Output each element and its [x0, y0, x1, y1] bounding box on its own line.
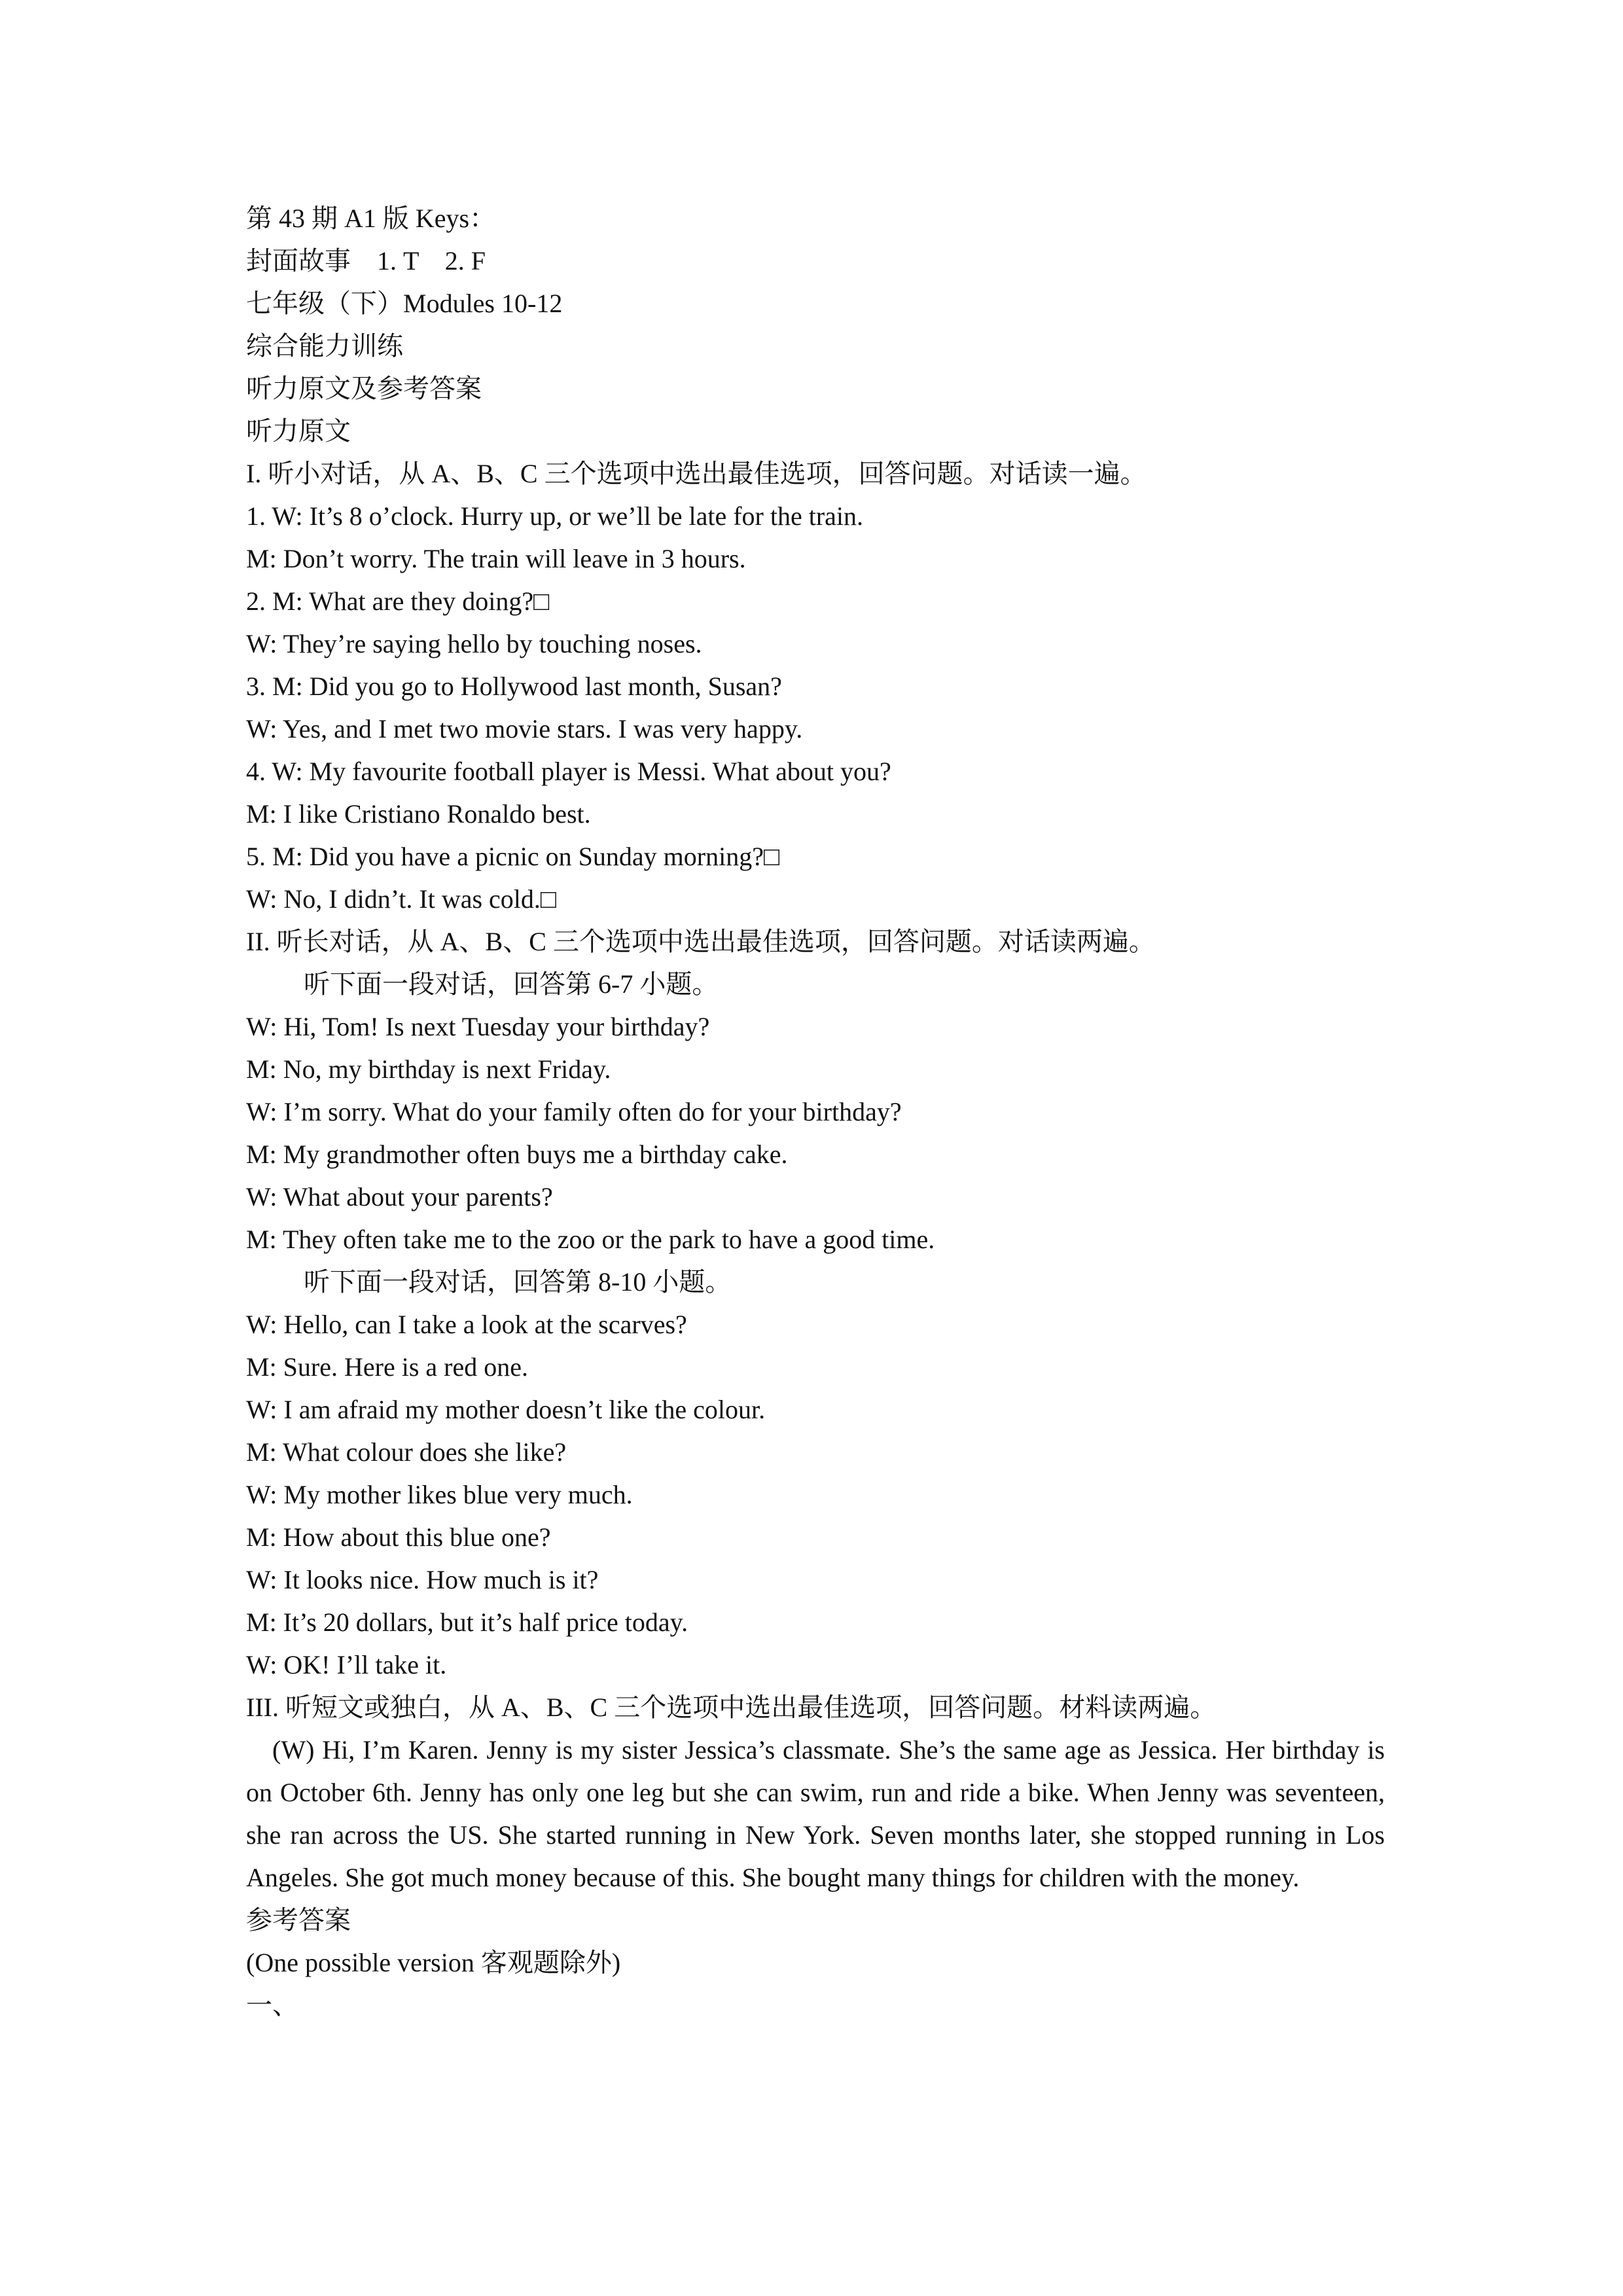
training-heading: 综合能力训练: [246, 331, 403, 361]
answers-part-one: 一、: [246, 1990, 298, 2020]
dialogue-line: W: I’m sorry. What do your family often do for your birthday?: [246, 1097, 902, 1126]
dialogue-line: W: It looks nice. How much is it?: [246, 1565, 599, 1594]
dialogue-line: M: My grandmother often buys me a birthday cake.: [246, 1139, 788, 1169]
section2-instruction: II. 听长对话，从 A、B、C 三个选项中选出最佳选项，回答问题。对话读两遍。: [246, 927, 1155, 956]
dialogue-line: 5. M: Did you have a picnic on Sunday morning?□: [246, 842, 780, 871]
section1-instruction: I. 听小对话，从 A、B、C 三个选项中选出最佳选项，回答问题。对话读一遍。: [246, 459, 1147, 488]
dialogue-line: W: Yes, and I met two movie stars. I was very happy.: [246, 714, 803, 744]
dialogue-line: W: OK! I’ll take it.: [246, 1650, 447, 1679]
dialogue-line: W: Hello, can I take a look at the scarves?: [246, 1310, 687, 1339]
dialogue-line: W: No, I didn’t. It was cold.□: [246, 884, 557, 914]
dialogue-line: W: They’re saying hello by touching noses.: [246, 629, 702, 658]
dialogue-line: M: Don’t worry. The train will leave in 3 hours.: [246, 544, 746, 573]
dialogue1-intro: 听下面一段对话，回答第 6-7 小题。: [304, 969, 719, 999]
dialogue-line: W: What about your parents?: [246, 1182, 553, 1211]
dialogue-line: 3. M: Did you go to Hollywood last month, Susan?: [246, 672, 782, 701]
answers-heading: 参考答案: [246, 1905, 351, 1935]
dialogue-line: 2. M: What are they doing?□: [246, 586, 550, 616]
dialogue-line: 4. W: My favourite football player is Messi. What about you?: [246, 757, 891, 786]
section3-instruction: III. 听短文或独白，从 A、B、C 三个选项中选出最佳选项，回答问题。材料读两遍。: [246, 1693, 1217, 1722]
dialogue-line: M: I like Cristiano Ronaldo best.: [246, 799, 591, 829]
answers-note: (One possible version 客观题除外): [246, 1948, 621, 1977]
dialogue-line: 1. W: It’s 8 o’clock. Hurry up, or we’ll be late for the train.: [246, 501, 864, 531]
document-content: [246, 197, 1385, 2026]
dialogue2-intro: 听下面一段对话，回答第 8-10 小题。: [304, 1267, 732, 1297]
dialogue-line: M: No, my birthday is next Friday.: [246, 1054, 611, 1084]
listening-heading: 听力原文及参考答案: [246, 374, 482, 403]
cover-story-answers: 封面故事 1. T 2. F: [246, 246, 486, 276]
dialogue-line: W: My mother likes blue very much.: [246, 1480, 633, 1509]
section3-passage: (W) Hi, I’m Karen. Jenny is my sister Jessica’s classmate. She’s the same age as Jessica. Her birthday is on October 6th. Jenny has only one leg but she can swim, run and ride a bike. When Jenny was seventeen, she ran across the US. She started running in New York. Seven months later, she stopped running in Los Angeles. She got much money because of this. She bought many things for children with the money.: [246, 1735, 1385, 1892]
dialogue-line: W: Hi, Tom! Is next Tuesday your birthday?: [246, 1012, 710, 1041]
dialogue-line: M: What colour does she like?: [246, 1437, 567, 1467]
dialogue-line: M: Sure. Here is a red one.: [246, 1352, 528, 1382]
dialogue-line: M: How about this blue one?: [246, 1522, 551, 1552]
issue-title: 第 43 期 A1 版 Keys：: [246, 204, 496, 233]
listening-text-heading: 听力原文: [246, 416, 351, 446]
dialogue-line: W: I am afraid my mother doesn’t like the colour.: [246, 1395, 766, 1424]
grade-modules: 七年级（下）Modules 10-12: [246, 289, 563, 318]
dialogue-line: M: It’s 20 dollars, but it’s half price today.: [246, 1607, 688, 1637]
dialogue-line: M: They often take me to the zoo or the park to have a good time.: [246, 1225, 935, 1254]
